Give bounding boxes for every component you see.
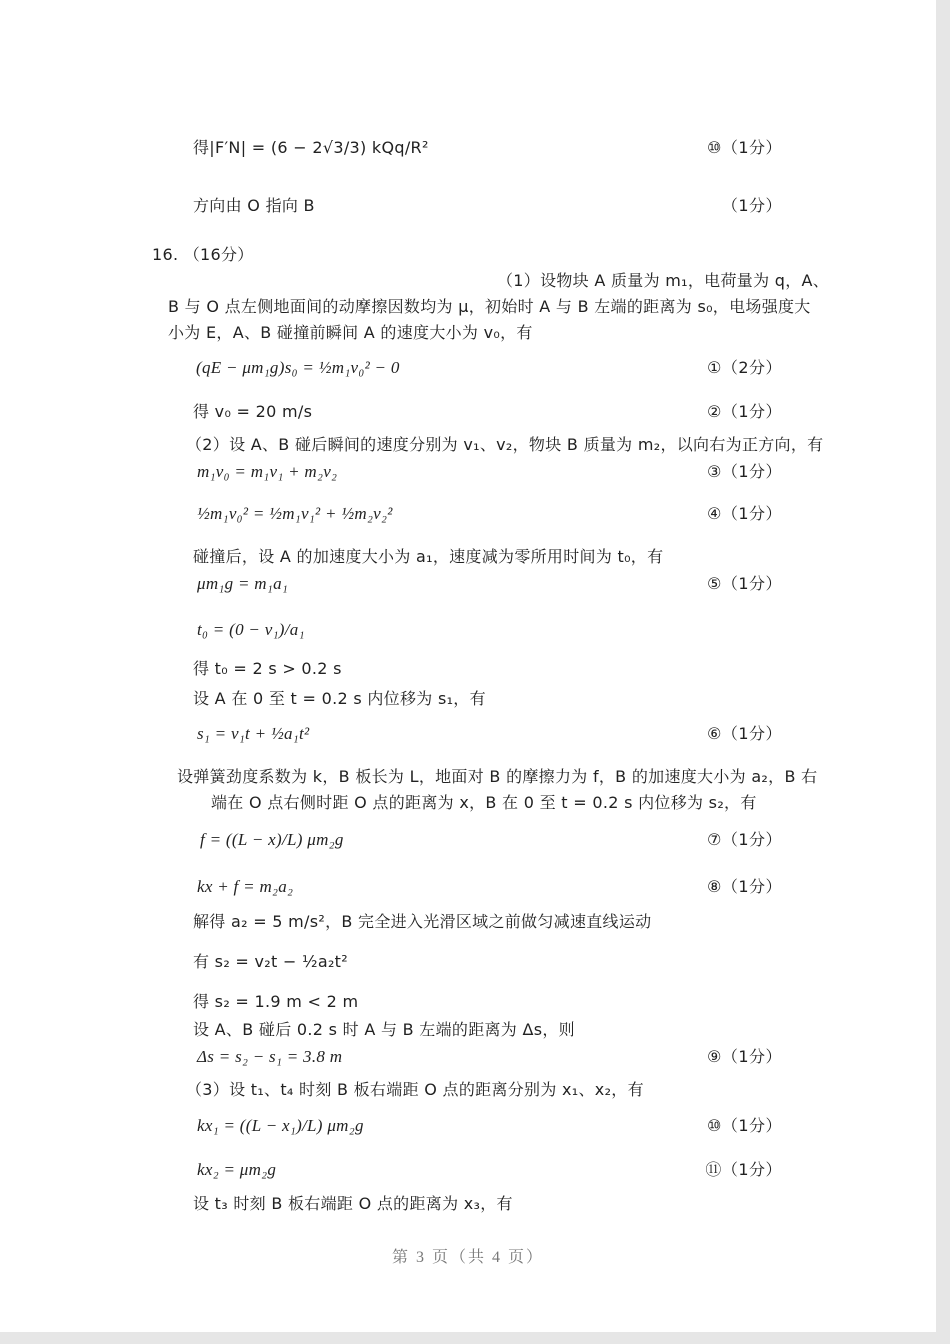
page-shadow-bottom bbox=[0, 1332, 950, 1344]
answer-line: 设 t₃ 时刻 B 板右端距 O 点的距离为 x₃，有 bbox=[193, 1194, 513, 1213]
answer-line: 端在 O 点右侧时距 O 点的距离为 x，B 在 0 至 t = 0.2 s 内位移为 s₂，有 bbox=[211, 793, 757, 812]
answer-line: 设 A、B 碰后 0.2 s 时 A 与 B 左端的距离为 Δs，则 bbox=[193, 1020, 575, 1039]
score-mark: ⑥（1分） bbox=[706, 724, 782, 743]
equation-t0: t₀ = (0 − v₁)/a₁ bbox=[197, 620, 305, 639]
answer-line: 方向由 O 指向 B bbox=[193, 196, 315, 215]
score-mark: ④（1分） bbox=[706, 504, 782, 523]
answer-line: 设弹簧劲度系数为 k，B 板长为 L，地面对 B 的摩擦力为 f，B 的加速度大小为 a₂，B 右 bbox=[177, 767, 818, 786]
score-mark: ⑤（1分） bbox=[706, 574, 782, 593]
question-heading: 16. （16分） bbox=[152, 245, 254, 264]
score-mark: ⑦（1分） bbox=[706, 830, 782, 849]
equation-4: ½m₁v₀² = ½m₁v₁² + ½m₂v₂² bbox=[197, 504, 393, 523]
equation-1: (qE − μm₁g)s₀ = ½m₁v₀² − 0 bbox=[196, 358, 400, 377]
part-heading: （2）设 A、B 碰后瞬间的速度分别为 v₁、v₂，物块 B 质量为 m₂，以向右为正方向，有 bbox=[186, 435, 824, 454]
answer-line: 碰撞后，设 A 的加速度大小为 a₁，速度减为零所用时间为 t₀，有 bbox=[193, 547, 664, 566]
score-mark: ⑨（1分） bbox=[706, 1047, 782, 1066]
score-mark: ①（2分） bbox=[706, 358, 782, 377]
equation-9: Δs = s₂ − s₁ = 3.8 m bbox=[197, 1047, 343, 1066]
part-heading: （3）设 t₁、t₄ 时刻 B 板右端距 O 点的距离分别为 x₁、x₂，有 bbox=[186, 1080, 644, 1099]
page-shadow-right bbox=[936, 0, 950, 1344]
score-mark: ⑪（1分） bbox=[705, 1160, 782, 1179]
equation-5: μm₁g = m₁a₁ bbox=[197, 574, 289, 593]
score-mark: ③（1分） bbox=[706, 462, 782, 481]
answer-line: 得 v₀ = 20 m/s bbox=[193, 402, 313, 421]
answer-line: 设 A 在 0 至 t = 0.2 s 内位移为 s₁，有 bbox=[193, 689, 486, 708]
score-mark: ⑧（1分） bbox=[706, 877, 782, 896]
equation-10: kx₁ = ((L − x₁)/L) μm₂g bbox=[197, 1116, 364, 1135]
equation-fn: 得|F′N| = (6 − 2√3/3) kQq/R² bbox=[193, 138, 429, 157]
score-mark: ⑩（1分） bbox=[706, 138, 782, 157]
equation-11: kx₂ = μm₂g bbox=[197, 1160, 277, 1179]
score-mark: ②（1分） bbox=[706, 402, 782, 421]
answer-line: 有 s₂ = v₂t − ½a₂t² bbox=[193, 952, 348, 971]
answer-line: 小为 E，A、B 碰撞前瞬间 A 的速度大小为 v₀，有 bbox=[168, 323, 533, 342]
answer-line: 得 t₀ = 2 s > 0.2 s bbox=[193, 659, 342, 678]
equation-6: s₁ = v₁t + ½a₁t² bbox=[197, 724, 310, 743]
score-mark: ⑩（1分） bbox=[706, 1116, 782, 1135]
answer-line: 解得 a₂ = 5 m/s²，B 完全进入光滑区域之前做匀减速直线运动 bbox=[193, 912, 652, 931]
equation-3: m₁v₀ = m₁v₁ + m₂v₂ bbox=[197, 462, 338, 481]
score-mark: （1分） bbox=[721, 196, 782, 215]
equation-7: f = ((L − x)/L) μm₂g bbox=[200, 830, 344, 849]
equation-8: kx + f = m₂a₂ bbox=[197, 877, 294, 896]
page-footer: 第 3 页（共 4 页） bbox=[391, 1249, 544, 1266]
answer-line: （1）设物块 A 质量为 m₁，电荷量为 q，A、 bbox=[497, 271, 830, 290]
answer-line: 得 s₂ = 1.9 m < 2 m bbox=[193, 992, 359, 1011]
answer-line: B 与 O 点左侧地面间的动摩擦因数均为 μ，初始时 A 与 B 左端的距离为 s₀，电场强度大 bbox=[168, 297, 811, 316]
